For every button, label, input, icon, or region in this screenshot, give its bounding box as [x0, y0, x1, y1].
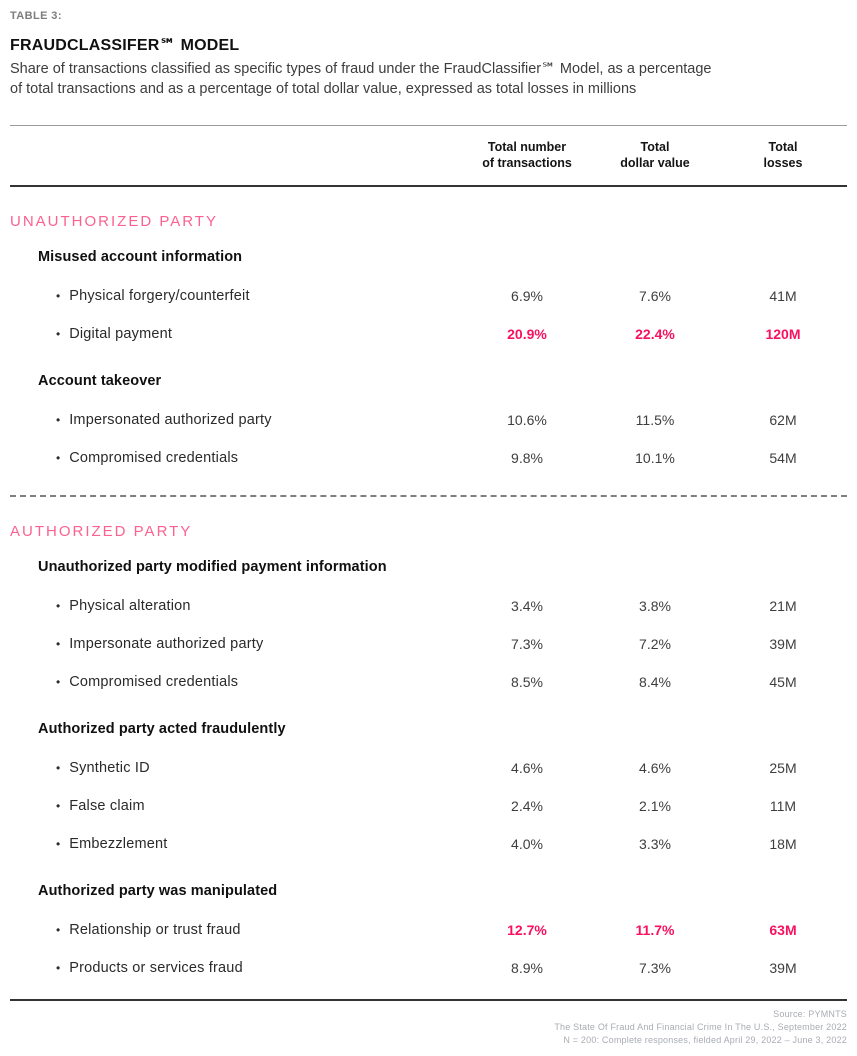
- table-row: [10, 401, 847, 439]
- bullet-icon: •: [56, 837, 61, 851]
- group-heading-account-takeover: Account takeover: [38, 373, 162, 389]
- footer-report-line: The State Of Fraud And Financial Crime In The U.S., September 2022: [554, 1022, 847, 1032]
- table-subtitle-line2: of total transactions and as a percentage of total dollar value, expressed as total losses in millions: [10, 81, 637, 97]
- cell-total-dollar-value: 11.5%: [635, 412, 675, 428]
- bullet-icon: •: [56, 923, 61, 937]
- table-subtitle: [10, 59, 847, 99]
- row-label: Relationship or trust fraud: [69, 922, 241, 938]
- cell-total-losses: 54M: [769, 450, 797, 466]
- row-label: False claim: [69, 798, 145, 814]
- table-row: [10, 587, 847, 625]
- cell-total-losses: 18M: [769, 836, 797, 852]
- cell-total-dollar-value: 4.6%: [639, 760, 671, 776]
- footer-sample-line: N = 200: Complete responses, fielded April 29, 2022 – June 3, 2022: [563, 1035, 847, 1045]
- cell-total-dollar-value: 7.6%: [639, 288, 671, 304]
- dashed-section-divider: [10, 495, 847, 497]
- bullet-icon: •: [56, 799, 61, 813]
- bullet-icon: •: [56, 451, 61, 465]
- cell-total-transactions: 4.6%: [511, 760, 543, 776]
- cell-total-losses: 45M: [769, 674, 797, 690]
- bullet-icon: •: [56, 599, 61, 613]
- column-header-total-transactions: [463, 139, 591, 171]
- cell-total-dollar-value: 22.4%: [635, 326, 675, 342]
- group-heading-unauthorized-modified-payment: Unauthorized party modified payment information: [38, 559, 387, 575]
- column-header-total-losses: [719, 139, 847, 171]
- bullet-icon: •: [56, 675, 61, 689]
- cell-total-transactions: 3.4%: [511, 598, 543, 614]
- group-heading-was-manipulated: Authorized party was manipulated: [38, 883, 278, 899]
- row-label: Embezzlement: [69, 836, 168, 852]
- row-label: Digital payment: [69, 326, 173, 342]
- table-row: [10, 439, 847, 477]
- row-label: Compromised credentials: [69, 674, 239, 690]
- cell-total-losses: 39M: [769, 636, 797, 652]
- table-row-highlighted: [10, 315, 847, 353]
- cell-total-transactions: 8.5%: [511, 674, 543, 690]
- source-footnote: [10, 1008, 847, 1047]
- cell-total-dollar-value: 10.1%: [635, 450, 675, 466]
- cell-total-transactions: 8.9%: [511, 960, 543, 976]
- table-row: [10, 749, 847, 787]
- cell-total-transactions: 20.9%: [507, 326, 547, 342]
- cell-total-dollar-value: 3.3%: [639, 836, 671, 852]
- cell-total-losses: 62M: [769, 412, 797, 428]
- cell-total-losses: 11M: [769, 798, 797, 814]
- page-title: FRAUDCLASSIFER℠ MODEL: [10, 37, 240, 54]
- section-heading-unauthorized-party: UNAUTHORIZED PARTY: [10, 213, 218, 230]
- cell-total-transactions: 9.8%: [511, 450, 543, 466]
- row-label: Synthetic ID: [69, 760, 150, 776]
- bullet-icon: •: [56, 637, 61, 651]
- column-header-line: losses: [763, 156, 803, 170]
- cell-total-dollar-value: 2.1%: [639, 798, 671, 814]
- group-heading-acted-fraudulently: Authorized party acted fraudulently: [38, 721, 286, 737]
- cell-total-transactions: 4.0%: [511, 836, 543, 852]
- table-number-label: TABLE 3:: [10, 10, 62, 22]
- column-header-total-dollar-value: [591, 139, 719, 171]
- column-header-line: dollar value: [620, 156, 690, 170]
- row-label: Products or services fraud: [69, 960, 243, 976]
- table-row: [10, 663, 847, 701]
- cell-total-losses: 39M: [769, 960, 797, 976]
- cell-total-dollar-value: 11.7%: [635, 922, 675, 938]
- cell-total-transactions: 12.7%: [507, 922, 547, 938]
- cell-total-losses: 41M: [769, 288, 797, 304]
- cell-total-dollar-value: 7.2%: [639, 636, 671, 652]
- table-row: [10, 825, 847, 863]
- column-header-row: [10, 126, 847, 185]
- cell-total-losses: 21M: [769, 598, 797, 614]
- bottom-rule: [10, 999, 847, 1001]
- cell-total-transactions: 2.4%: [511, 798, 543, 814]
- table-subtitle-line1: Share of transactions classified as specific types of fraud under the FraudClassifier℠ Model, as a percentage: [10, 61, 712, 77]
- section-heading-authorized-party: AUTHORIZED PARTY: [10, 523, 193, 540]
- bullet-icon: •: [56, 961, 61, 975]
- column-header-line: Total: [768, 140, 798, 154]
- table-row: [10, 949, 847, 987]
- row-label: Impersonated authorized party: [69, 412, 272, 428]
- cell-total-dollar-value: 8.4%: [639, 674, 671, 690]
- row-label: Compromised credentials: [69, 450, 239, 466]
- cell-total-losses: 63M: [769, 922, 797, 938]
- cell-total-transactions: 10.6%: [507, 412, 547, 428]
- column-header-line: of transactions: [482, 156, 572, 170]
- header-bottom-rule: [10, 185, 847, 187]
- cell-total-dollar-value: 3.8%: [639, 598, 671, 614]
- bullet-icon: •: [56, 761, 61, 775]
- group-heading-misused-account-information: Misused account information: [38, 249, 243, 265]
- footer-source-line: Source: PYMNTS: [773, 1009, 847, 1019]
- row-label: Physical alteration: [69, 598, 191, 614]
- bullet-icon: •: [56, 327, 61, 341]
- table-row-highlighted: [10, 911, 847, 949]
- table-row: [10, 787, 847, 825]
- table-row: [10, 277, 847, 315]
- bullet-icon: •: [56, 289, 61, 303]
- table-row: [10, 625, 847, 663]
- row-label: Impersonate authorized party: [69, 636, 264, 652]
- bullet-icon: •: [56, 413, 61, 427]
- cell-total-transactions: 6.9%: [511, 288, 543, 304]
- cell-total-losses: 25M: [769, 760, 797, 776]
- column-header-line: Total number: [487, 140, 567, 154]
- cell-total-transactions: 7.3%: [511, 636, 543, 652]
- cell-total-losses: 120M: [765, 326, 801, 342]
- cell-total-dollar-value: 7.3%: [639, 960, 671, 976]
- row-label: Physical forgery/counterfeit: [69, 288, 250, 304]
- column-header-line: Total: [640, 140, 670, 154]
